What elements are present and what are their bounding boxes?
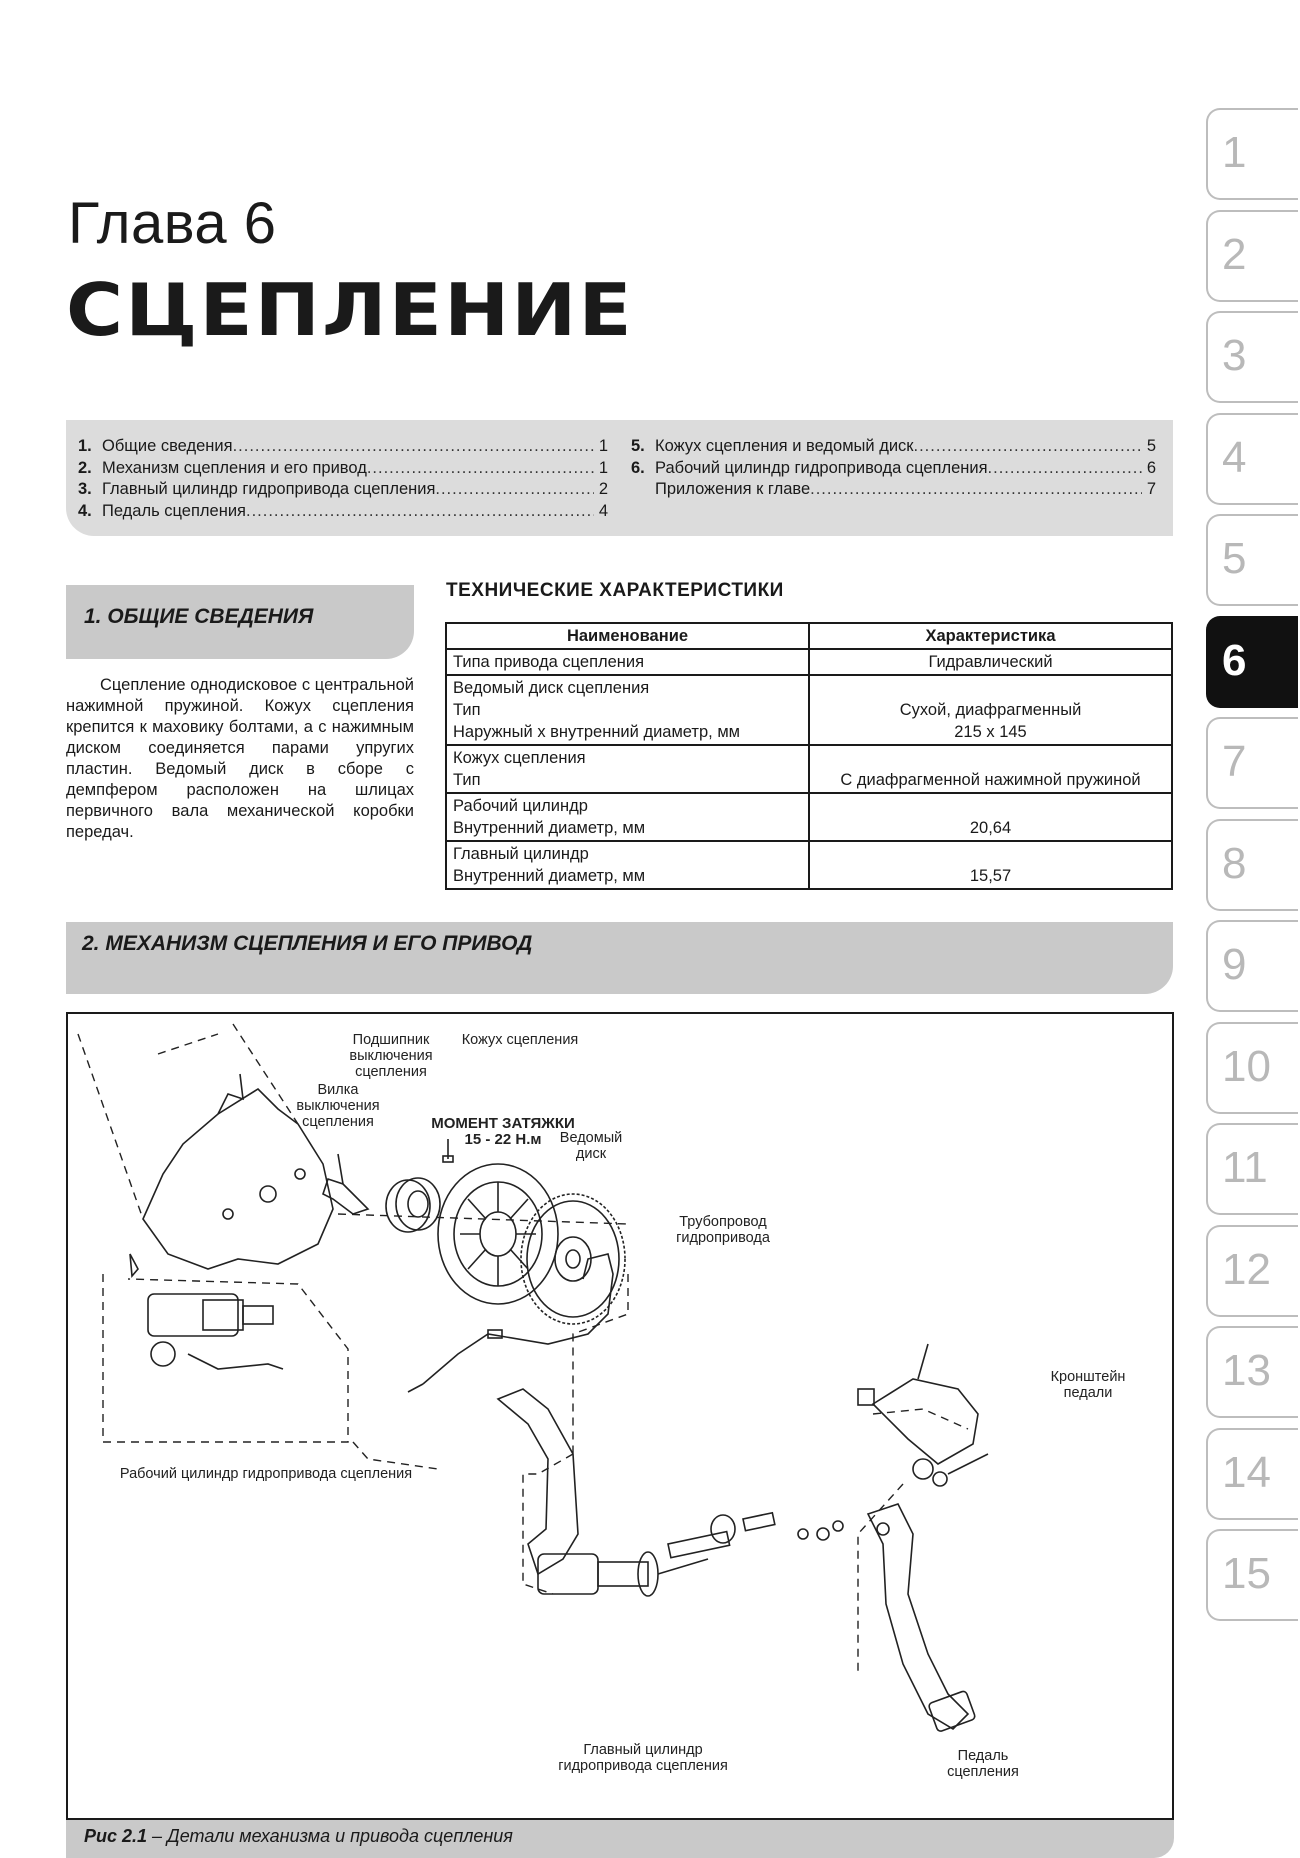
specs-cell-name [446,793,809,841]
label-clutch-pedal: Педаль сцепления [947,1748,1019,1780]
toc-left-column [78,436,608,522]
specs-cell-name [446,745,809,793]
chapter-tab-label: 7 [1222,737,1247,786]
figure-caption-text: – Детали механизма и привода сцепления [147,1826,513,1846]
specs-cell-value [809,793,1172,841]
toc-item-page: 5 [1146,437,1156,455]
table-of-contents [66,420,1173,536]
specs-cell-value [809,745,1172,793]
specs-table [445,622,1173,890]
toc-item-title: Главный цилиндр гидропривода сцепления [102,480,436,498]
toc-item [78,436,608,458]
specs-col-name: Наименование [446,623,809,649]
slave-cylinder [130,1254,283,1369]
specs-value-line: Сухой, диафрагменный [899,701,1082,719]
toc-item-title: Рабочий цилиндр гидропривода сцепления [655,458,988,477]
chapter-tab-label: 5 [1222,534,1247,583]
master-cylinder [498,1389,775,1596]
chapter-tab-12[interactable] [1206,1225,1298,1317]
label-clutch-cover: Кожух сцепления [461,1032,579,1048]
specs-value-line: 215 х 145 [954,723,1027,741]
toc-item-number: 2. [78,458,92,477]
label-master-cylinder: Главный цилиндр гидропривода сцепления [558,1742,728,1774]
specs-row [446,675,1172,745]
toc-item-number: 6. [631,458,645,477]
toc-leader-dots [246,501,594,523]
chapter-tab-label: 9 [1222,940,1247,989]
chapter-tab-label: 8 [1222,838,1247,888]
label-pedal-bracket: Кронштейн педали [1050,1369,1126,1401]
toc-item [78,458,608,480]
toc-right-column [631,436,1156,501]
chapter-tab-label: 10 [1222,1041,1271,1091]
specs-name-line: Внутренний диаметр, мм [453,819,646,837]
chapter-tab-7[interactable] [1206,717,1298,809]
toc-item-page: 7 [1146,480,1156,498]
chapter-tab-10[interactable] [1206,1022,1298,1114]
toc-item-number: 5. [631,437,645,455]
specs-name-line: Типа привода сцепления [453,653,645,671]
chapter-tab-label: 14 [1222,1447,1271,1497]
toc-item [631,479,1156,501]
specs-value-line: С диафрагменной нажимной пружиной [840,771,1141,789]
label-torque: МОМЕНТ ЗАТЯЖКИ 15 - 22 Н.м [431,1115,575,1148]
toc-item-page: 6 [1146,458,1156,477]
chapter-tab-label: 6 [1222,635,1247,685]
specs-title: ТЕХНИЧЕСКИЕ ХАРАКТЕРИСТИКИ [446,580,784,601]
chapter-tab-label: 12 [1222,1244,1271,1294]
toc-item-title: Общие сведения [102,437,233,455]
chapter-tab-13[interactable] [1206,1326,1298,1418]
specs-value-line: 20,64 [969,819,1012,837]
label-release-bearing: Подшипник выключения сцепления [349,1032,433,1080]
toc-item-title: Кожух сцепления и ведомый диск [655,437,914,455]
specs-name-line: Рабочий цилиндр [453,797,588,815]
specs-name-line: Кожух сцепления [453,749,586,767]
chapter-tab-6[interactable] [1206,616,1298,708]
toc-leader-dots [233,436,594,458]
section-2-header [66,922,1173,994]
specs-cell-name [446,841,809,889]
figure-caption-number: Рис 2.1 [84,1826,148,1846]
specs-cell-value [809,841,1172,889]
toc-item-page: 1 [598,437,608,455]
toc-leader-dots [988,458,1142,480]
section-1-header [66,585,414,659]
specs-cell-name [446,649,809,675]
chapter-tab-label: 15 [1222,1549,1271,1598]
chapter-title: СЦЕПЛЕНИЕ [66,268,634,352]
specs-name-line: Внутренний диаметр, мм [453,867,646,885]
chapter-tab-11[interactable] [1206,1123,1298,1215]
toc-item-title: Приложения к главе [655,480,811,498]
toc-leader-dots [367,458,594,480]
release-fork [323,1154,368,1214]
specs-name-line: Тип [453,701,481,719]
specs-col-value: Характеристика [809,623,1172,649]
toc-item [631,458,1156,480]
specs-row [446,649,1172,675]
specs-cell-value [809,675,1172,745]
toc-item-page: 4 [598,501,608,520]
section-1-text: Сцепление однодисковое с центральной нажимной пружиной. Кожух сцепления крепится к маховику болтами, а с нажимным диском соединяется парами упругих пластин. Ведомый диск в сборе с демпфером расположен на шлицах первичного вала механической коробки передач. [66,676,414,841]
toc-item [78,479,608,501]
toc-leader-dots [435,479,594,501]
chapter-tab-label: 1 [1222,128,1247,177]
chapter-label: Глава 6 [68,191,277,256]
toc-item-number: 1. [78,437,92,455]
toc-item [78,501,608,523]
clutch-cover [438,1164,558,1304]
toc-item-number: 4. [78,501,92,520]
toc-item-number [631,479,655,501]
figure-frame [66,1012,1174,1820]
chapter-tab-3[interactable] [1206,311,1298,403]
specs-name-line: Наружный х внутренний диаметр, мм [453,723,741,741]
chapter-tab-14[interactable] [1206,1428,1298,1520]
label-slave-cylinder: Рабочий цилиндр гидропривода сцепления [119,1466,413,1482]
chapter-tab-15[interactable] [1206,1529,1298,1621]
toc-item [631,436,1156,458]
toc-item-page: 2 [598,480,608,498]
chapter-tab-2[interactable] [1206,210,1298,302]
chapter-tab-label: 11 [1222,1143,1268,1192]
section-2-heading: 2. МЕХАНИЗМ СЦЕПЛЕНИЯ И ЕГО ПРИВОД [82,932,533,955]
chapter-tab-label: 3 [1222,331,1247,380]
specs-name-line: Главный цилиндр [453,845,589,863]
toc-item-number: 3. [78,480,92,498]
specs-name-line: Тип [453,771,481,789]
specs-name-line: Ведомый диск сцепления [453,679,650,697]
specs-value-line: Гидравлический [928,653,1053,671]
toc-item-title: Механизм сцепления и его привод [102,458,367,477]
release-bearing [386,1178,440,1232]
chapter-tab-5[interactable] [1206,514,1298,606]
label-pipe: Трубопровод гидропривода [676,1214,770,1246]
pedal-bracket [858,1344,978,1464]
chapter-tab-label: 4 [1222,432,1247,482]
toc-leader-dots [914,436,1142,458]
toc-item-page: 1 [598,458,608,477]
section-1-heading: 1. ОБЩИЕ СВЕДЕНИЯ [84,605,314,628]
specs-cell-value [809,649,1172,675]
chapter-tab-label: 13 [1222,1346,1271,1395]
chapter-tab-label: 2 [1222,229,1247,279]
specs-value-line: 15,57 [969,867,1012,885]
chapter-tab-9[interactable] [1206,920,1298,1012]
chapter-tab-1[interactable] [1206,108,1298,200]
label-driven-disc: Ведомый диск [559,1130,623,1162]
specs-row [446,745,1172,793]
toc-leader-dots [810,479,1142,501]
label-release-fork: Вилка выключения сцепления [296,1082,380,1130]
chapter-tab-4[interactable] [1206,413,1298,505]
toc-item-title: Педаль сцепления [102,501,246,520]
chapter-tab-8[interactable] [1206,819,1298,911]
figure-caption [84,1826,513,1847]
specs-row [446,841,1172,889]
specs-row [446,793,1172,841]
specs-cell-name [446,675,809,745]
